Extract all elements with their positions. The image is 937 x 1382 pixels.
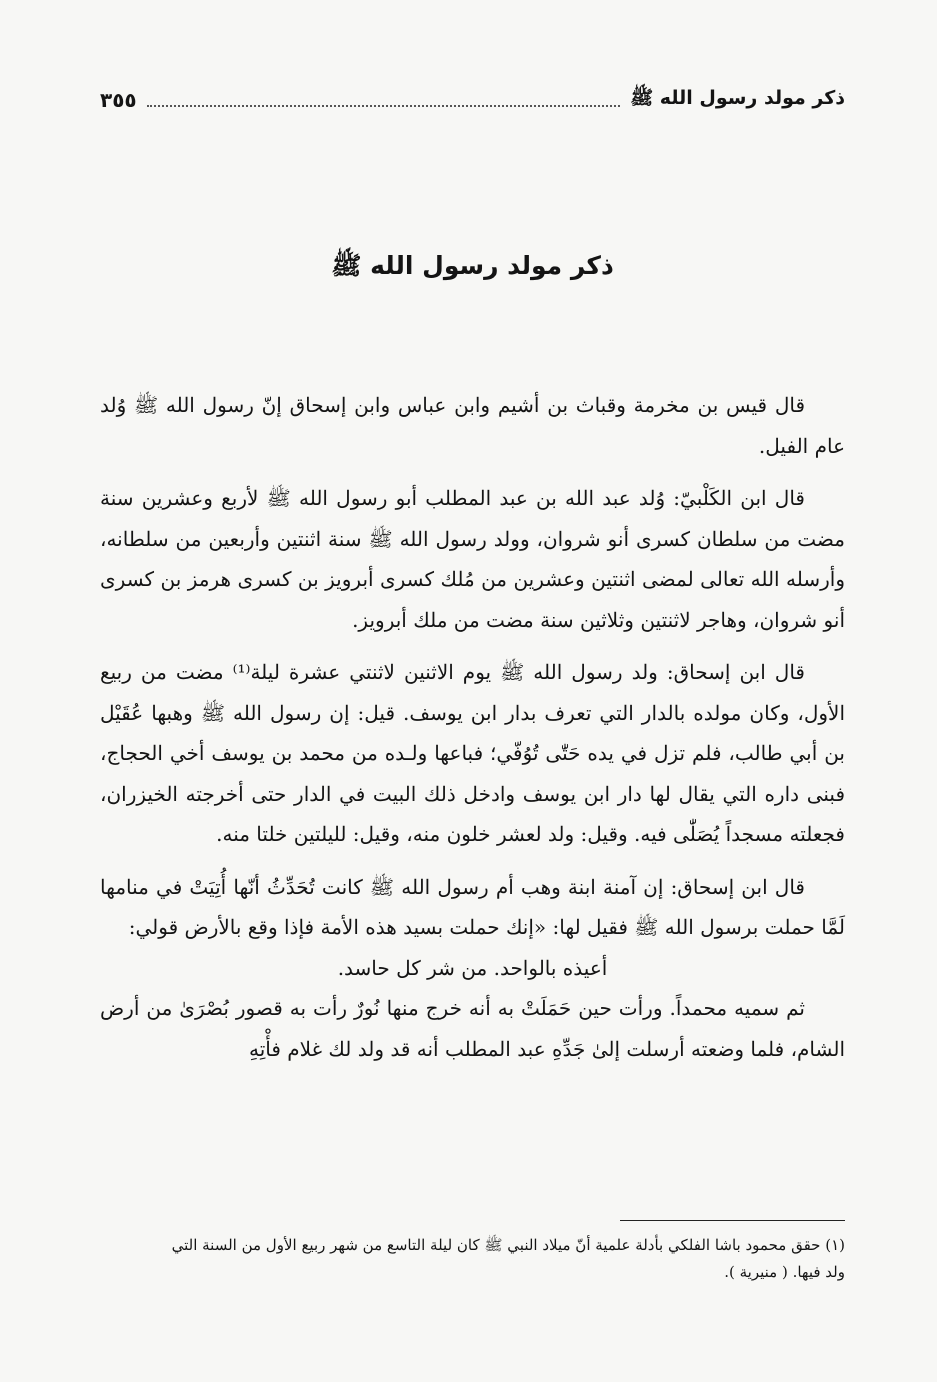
footnote-line-2: ولد فيها. ( منيرية ). (724, 1263, 845, 1281)
paragraph-4: قال ابن إسحاق: إن آمنة ابنة وهب أم رسول الله ﷺ كانت تُحَدِّثُ أنّها أُتِيَتْ في منامها لَمَّا حملت برسول الله ﷺ فقيل لها: «إنك حملت بسيد هذه الأمة فإذا وقع بالأرض قولي: (100, 874, 845, 939)
footnote-line-1: (١) حقق محمود باشا الفلكي بأدلة علمية أنّ ميلاد النبي ﷺ كان ليلة التاسع من شهر ربيع الأول من السنة التي (171, 1236, 845, 1254)
verse-line: أعيذه بالواحد. من شر كل حاسد. (337, 955, 608, 980)
footnote (100, 1232, 845, 1286)
running-header (100, 82, 845, 118)
body-text (100, 385, 845, 1081)
chapter-title: ذكر مولد رسول الله ﷺ (331, 251, 614, 280)
paragraph-3: قال ابن إسحاق: ولد رسول الله ﷺ يوم الاثنين لاثنتي عشرة ليلة⁽¹⁾ مضت من ربيع الأول، وكان مولده بالدار التي تعرف بدار ابن يوسف. قيل: إن رسول الله ﷺ وهبها عُقَيْل بن أبي طالب، فلم تزل في يده حَتّٰى تُوُفّي؛ فباعها ولـده من محمد بن يوسف أخي الحجاج، فبنى داره التي يقال لها دار ابن يوسف وادخل ذلك البيت في الدار حتى أخرجته الخيزران، فجعلته مسجداً يُصَلّٰى فيه. وقيل: ولد لعشر خلون منه، وقيل: لليلتين خلتا منه. (100, 660, 845, 846)
paragraph-1: قال قيس بن مخرمة وقباث بن أشيم وابن عباس وابن إسحاق إنّ رسول الله ﷺ وُلد عام الفيل. (100, 393, 845, 458)
footnote-divider (620, 1220, 845, 1221)
paragraph-2: قال ابن الكَلْبيّ: وُلد عبد الله بن عبد المطلب أبو رسول الله ﷺ لأربع وعشرين سنة مضت من سلطان كسرى أنو شروان، وولد رسول الله ﷺ سنة اثنتين وأربعين من سلطانه، وأرسله الله تعالى لمضى اثنتين وعشرين من مُلك كسرى أبرويز بن كسرى هرمز بن كسرى أنو شروان، وهاجر لاثنتين وثلاثين سنة مضت من ملك أبرويز. (100, 486, 845, 632)
page-number: ٣٥٥ (100, 88, 137, 112)
running-title: ذكر مولد رسول الله ﷺ (630, 87, 845, 109)
header-dotted-leader (147, 105, 621, 107)
paragraph-5: ثم سميه محمداً. ورأت حين حَمَلَتْ به أنه خرج منها نُورٌ رأت به قصور بُصْرَىٰ من أرض الشام، فلما وضعته أرسلت إلىٰ جَدِّهِ عبد المطلب أنه قد ولد لك غلام فأْتِهِ (100, 996, 845, 1061)
